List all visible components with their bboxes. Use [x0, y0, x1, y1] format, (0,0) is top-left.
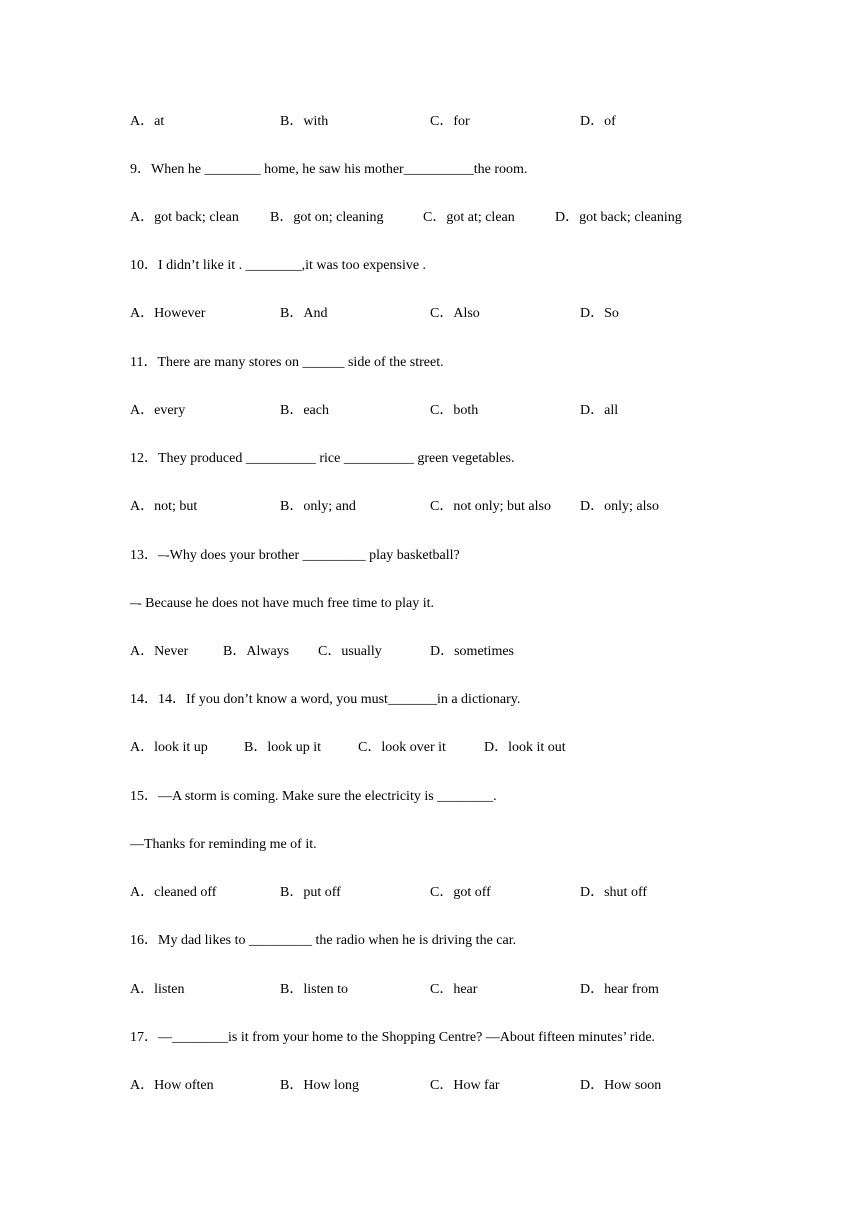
q10-option-c: C．Also	[430, 306, 480, 321]
q15-option-a: A．cleaned off	[130, 885, 217, 900]
q9-option-a: A．got back; clean	[130, 210, 239, 225]
q14-option-d: D．look it out	[484, 740, 566, 755]
q10-option-d: D．So	[580, 306, 619, 321]
q16-stem: 16．My dad likes to _________ the radio when he is driving the car.	[130, 933, 517, 948]
q17-option-b: B．How long	[280, 1078, 359, 1093]
q11-option-a: A．every	[130, 403, 186, 418]
q14-option-c: C．look over it	[358, 740, 446, 755]
q10-stem: 10．I didn’t like it . ________,it was too expensive .	[130, 258, 427, 273]
q15-option-c: C．got off	[430, 885, 491, 900]
q11-stem: 11．There are many stores on ______ side of the street.	[130, 355, 444, 370]
q16-option-b: B．listen to	[280, 982, 349, 997]
q12-option-d: D．only; also	[580, 499, 659, 514]
q17-option-c: C．How far	[430, 1078, 500, 1093]
q17-option-d: D．How soon	[580, 1078, 662, 1093]
q9-option-c: C．got at; clean	[423, 210, 515, 225]
q8-option-a: A．at	[130, 114, 165, 129]
q16-option-d: D．hear from	[580, 982, 659, 997]
q10-option-a: A．However	[130, 306, 206, 321]
q14-stem: 14．14．If you don’t know a word, you must_______in a dictionary.	[130, 692, 521, 707]
q14-option-b: B．look up it	[244, 740, 322, 755]
q13-option-c: C．usually	[318, 644, 382, 659]
q8-option-d: D．of	[580, 114, 616, 129]
q13-option-b: B．Always	[223, 644, 290, 659]
q17-option-a: A．How often	[130, 1078, 214, 1093]
q12-option-a: A．not; but	[130, 499, 198, 514]
q11-option-c: C．both	[430, 403, 479, 418]
q13-option-d: D．sometimes	[430, 644, 514, 659]
q12-stem: 12．They produced __________ rice __________ green vegetables.	[130, 451, 515, 466]
q13-stem: 13．–-Why does your brother _________ play basketball?	[130, 548, 460, 563]
q8-option-c: C．for	[430, 114, 470, 129]
q9-option-b: B．got on; cleaning	[270, 210, 384, 225]
q13-option-a: A．Never	[130, 644, 189, 659]
q14-option-a: A．look it up	[130, 740, 208, 755]
q16-option-c: C．hear	[430, 982, 478, 997]
q16-option-a: A．listen	[130, 982, 185, 997]
q17-stem: 17．—________is it from your home to the Shopping Centre? —About fifteen minutes’ ride.	[130, 1030, 656, 1045]
q15-option-d: D．shut off	[580, 885, 648, 900]
q11-option-d: D．all	[580, 403, 619, 418]
q15-stem: 15．—A storm is coming. Make sure the electricity is ________.	[130, 789, 497, 804]
q9-option-d: D．got back; cleaning	[555, 210, 682, 225]
q12-option-c: C．not only; but also	[430, 499, 551, 514]
q9-stem: 9．When he ________ home, he saw his mother__________the room.	[130, 162, 528, 177]
q13-reply: –- Because he does not have much free time to play it.	[130, 596, 435, 611]
q8-option-b: B．with	[280, 114, 329, 129]
q12-option-b: B．only; and	[280, 499, 356, 514]
q11-option-b: B．each	[280, 403, 329, 418]
q10-option-b: B．And	[280, 306, 328, 321]
q15-reply: —Thanks for reminding me of it.	[130, 837, 317, 852]
q15-option-b: B．put off	[280, 885, 341, 900]
